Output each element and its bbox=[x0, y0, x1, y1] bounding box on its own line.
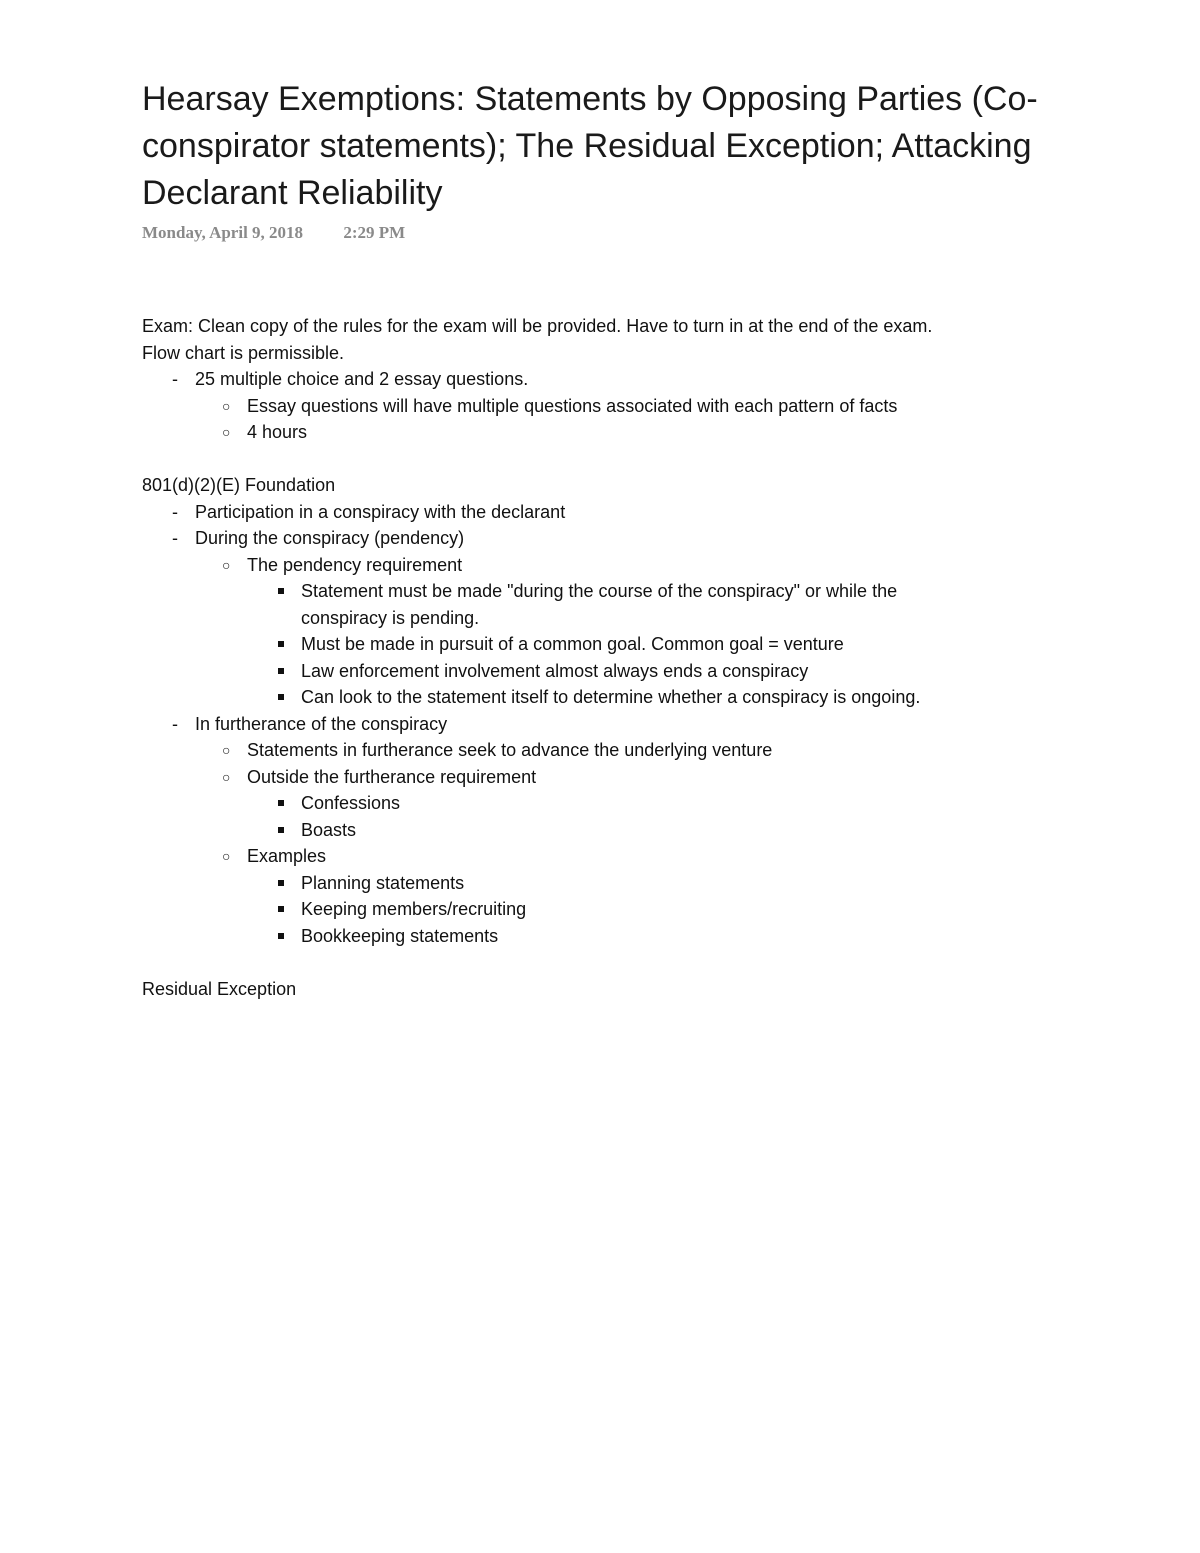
list-item-text: During the conspiracy (pendency) bbox=[195, 528, 465, 548]
list-item bbox=[142, 764, 1102, 791]
note-body bbox=[142, 313, 1102, 1002]
list-item bbox=[142, 711, 1102, 738]
list-item bbox=[142, 631, 1102, 658]
list-item-text: Keeping members/recruiting bbox=[301, 899, 527, 919]
list-item-text: Participation in a conspiracy with the declarant bbox=[195, 501, 566, 522]
exam-list bbox=[142, 366, 1102, 446]
circle-bullet-icon: ○ bbox=[222, 556, 231, 573]
dash-bullet-icon: - bbox=[172, 713, 178, 734]
spacer bbox=[142, 446, 1102, 473]
list-item-text: Law enforcement involvement almost always ends a conspiracy bbox=[301, 660, 809, 681]
note-page bbox=[142, 76, 1102, 1002]
foundation-heading: 801(d)(2)(E) Foundation bbox=[142, 475, 336, 495]
list-item-text: Confessions bbox=[301, 793, 401, 813]
note-date: Monday, April 9, 2018 bbox=[142, 223, 304, 242]
square-bullet-icon bbox=[278, 800, 284, 806]
list-item-text: 4 hours bbox=[247, 422, 308, 442]
square-bullet-icon bbox=[278, 668, 284, 674]
list-item-text: 25 multiple choice and 2 essay questions. bbox=[195, 369, 529, 389]
list-item bbox=[142, 737, 1102, 764]
list-item-text: Planning statements bbox=[301, 872, 465, 893]
list-item bbox=[142, 419, 1102, 446]
circle-bullet-icon: ○ bbox=[222, 397, 231, 414]
residual-heading: Residual Exception bbox=[142, 978, 297, 999]
list-item-text: Can look to the statement itself to determine whether a conspiracy is ongoing. bbox=[301, 687, 921, 707]
exam-line-1: Exam: Clean copy of the rules for the exam will be provided. Have to turn in at the end of the exam. bbox=[142, 316, 933, 336]
list-item bbox=[142, 658, 1102, 685]
foundation-list bbox=[142, 499, 1102, 950]
list-item-text: Essay questions will have multiple questions associated with each pattern of facts bbox=[247, 395, 898, 416]
list-item bbox=[142, 393, 1102, 420]
spacer bbox=[142, 949, 1102, 976]
circle-bullet-icon: ○ bbox=[222, 848, 231, 864]
dash-bullet-icon: - bbox=[172, 369, 178, 389]
square-bullet-icon bbox=[278, 933, 284, 939]
list-item-text: The pendency requirement bbox=[247, 554, 463, 575]
list-item bbox=[142, 525, 1102, 552]
list-item bbox=[142, 552, 1102, 579]
list-item bbox=[142, 843, 1102, 870]
list-item-text: Outside the furtherance requirement bbox=[247, 766, 537, 787]
list-item-text: In furtherance of the conspiracy bbox=[195, 713, 448, 734]
list-item bbox=[142, 870, 1102, 897]
list-item bbox=[142, 817, 1102, 844]
square-bullet-icon bbox=[278, 906, 284, 912]
square-bullet-icon bbox=[278, 827, 284, 833]
exam-line-2: Flow chart is permissible. bbox=[142, 342, 345, 363]
list-item-text: Examples bbox=[247, 846, 327, 866]
list-item bbox=[142, 790, 1102, 817]
dash-bullet-icon: - bbox=[172, 501, 178, 522]
list-item-text: Bookkeeping statements bbox=[301, 925, 499, 946]
square-bullet-icon bbox=[278, 880, 284, 886]
note-timestamp bbox=[142, 223, 1102, 243]
circle-bullet-icon: ○ bbox=[222, 742, 231, 758]
list-item-text: Statements in furtherance seek to advance the underlying venture bbox=[247, 740, 773, 760]
square-bullet-icon bbox=[278, 641, 284, 647]
square-bullet-icon bbox=[278, 694, 284, 700]
list-item bbox=[142, 578, 1102, 631]
dash-bullet-icon: - bbox=[172, 528, 178, 548]
list-item bbox=[142, 366, 1102, 393]
circle-bullet-icon: ○ bbox=[222, 424, 231, 440]
circle-bullet-icon: ○ bbox=[222, 768, 231, 785]
list-item bbox=[142, 896, 1102, 923]
list-item bbox=[142, 684, 1102, 711]
list-item-text: Boasts bbox=[301, 819, 357, 840]
list-item bbox=[142, 499, 1102, 526]
list-item bbox=[142, 923, 1102, 950]
list-item-text: Must be made in pursuit of a common goal. Common goal = venture bbox=[301, 634, 844, 654]
list-item-text: Statement must be made "during the course of the conspiracy" or while the conspiracy is pending. bbox=[301, 581, 898, 628]
square-bullet-icon bbox=[278, 588, 284, 594]
note-time: 2:29 PM bbox=[343, 223, 406, 242]
page-title: Hearsay Exemptions: Statements by Opposing Parties (Co-conspirator statements); The Residual Exception; Attacking Declarant Reliability bbox=[142, 80, 1038, 212]
